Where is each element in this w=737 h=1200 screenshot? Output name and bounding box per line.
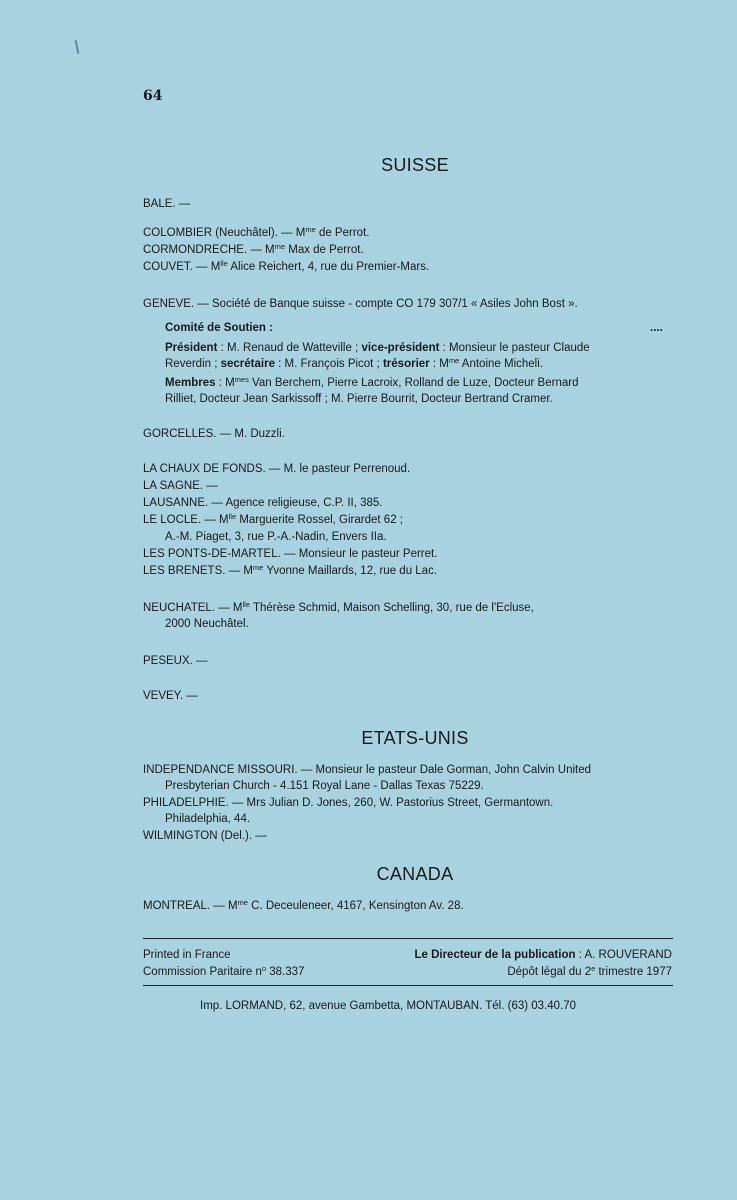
entry-gorcelles: GORCELLES. — M. Duzzli. bbox=[143, 428, 285, 440]
page-number: 64 bbox=[143, 88, 163, 104]
entry-neuchatel-2: 2000 Neuchâtel. bbox=[165, 618, 249, 630]
entry-locle-2: A.-M. Piaget, 3, rue P.-A.-Nadin, Envers IIa. bbox=[165, 531, 387, 543]
entry-neuchatel: NEUCHATEL. — $M^{lle}$ Thérèse Schmid, Maison Schelling, 30, rue de l'Ecluse, bbox=[143, 600, 534, 614]
comite-label: Comité de Soutien : bbox=[165, 322, 273, 334]
footer-depot: Dépôt légal du 2e trimestre 1977 bbox=[507, 964, 672, 978]
footer-commission: Commission Paritaire $n^o$ 38.337 bbox=[143, 964, 305, 978]
entry-wilmington: WILMINGTON (Del.). — bbox=[143, 830, 267, 842]
heading-canada: CANADA bbox=[376, 864, 454, 884]
entry-philadelphie: PHILADELPHIE. — Mrs Julian D. Jones, 260, W. Pastorius Street, Germantown. bbox=[143, 797, 554, 809]
pen-mark bbox=[75, 40, 80, 54]
entry-montreal: MONTREAL. — $M^{me}$ C. Deceuleneer, 4167, Kensington Av. 28. bbox=[143, 898, 464, 912]
footer-directeur: Le Directeur de la publication : A. ROUVERAND bbox=[414, 949, 672, 961]
footer-imprimerie: Imp. LORMAND, 62, avenue Gambetta, MONTAUBAN. Tél. (63) 03.40.70 bbox=[200, 1000, 577, 1012]
entry-chaux-de-fonds: LA CHAUX DE FONDS. — M. le pasteur Perrenoud. bbox=[143, 463, 411, 475]
entry-cormondreche: CORMONDRECHE. — $M^{me}$ Max de Perrot. bbox=[143, 242, 364, 256]
entry-vevey: VEVEY. — bbox=[143, 690, 198, 702]
entry-brenets: LES BRENETS. — $M^{me}$ Yvonne Maillards, 12, rue du Lac. bbox=[143, 563, 438, 577]
heading-suisse: SUISSE bbox=[381, 155, 449, 175]
entry-ponts-de-martel: LES PONTS-DE-MARTEL. — Monsieur le pasteur Perret. bbox=[143, 548, 438, 560]
entry-lausanne: LAUSANNE. — Agence religieuse, C.P. II, 385. bbox=[143, 497, 383, 509]
footer-rule-top bbox=[143, 938, 673, 939]
heading-etats-unis: ETATS-UNIS bbox=[361, 728, 469, 748]
entry-philadelphie-2: Philadelphia, 44. bbox=[165, 813, 251, 825]
comite-line-1: Président : M. Renaud de Watteville ; vice-président : Monsieur le pasteur Claude bbox=[165, 342, 590, 354]
footer-printed: Printed in France bbox=[143, 949, 231, 961]
entry-independance: INDEPENDANCE MISSOURI. — Monsieur le pasteur Dale Gorman, John Calvin United bbox=[143, 764, 592, 776]
entry-sagne: LA SAGNE. — bbox=[143, 480, 218, 492]
entry-locle: LE LOCLE. — $M^{lle}$ Marguerite Rossel, Girardet 62 ; bbox=[143, 512, 403, 526]
entry-geneve: GENEVE. — Société de Banque suisse - compte CO 179 307/1 « Asiles John Bost ». bbox=[143, 298, 578, 310]
membres-line-1: Membres : $M^{mes}$ Van Berchem, Pierre Lacroix, Rolland de Luze, Docteur Bernard bbox=[165, 375, 579, 389]
membres-line-2: Rilliet, Docteur Jean Sarkissoff ; M. Pierre Bourrit, Docteur Bertrand Cramer. bbox=[165, 393, 553, 405]
entry-bale: BALE. — bbox=[143, 198, 191, 210]
comite-dots: .... bbox=[650, 322, 663, 334]
entry-colombier: COLOMBIER (Neuchâtel). — $M^{me}$ de Perrot. bbox=[143, 225, 370, 239]
comite-line-2: Reverdin ; secrétaire : M. François Picot ; trésorier : $M^{me}$ Antoine Micheli. bbox=[165, 356, 543, 370]
entry-peseux: PESEUX. — bbox=[143, 655, 208, 667]
entry-independance-2: Presbyterian Church - 4.151 Royal Lane - Dallas Texas 75229. bbox=[165, 780, 484, 792]
entry-couvet: COUVET. — $M^{lle}$ Alice Reichert, 4, rue du Premier-Mars. bbox=[143, 259, 430, 273]
footer-rule-bottom bbox=[143, 985, 673, 986]
